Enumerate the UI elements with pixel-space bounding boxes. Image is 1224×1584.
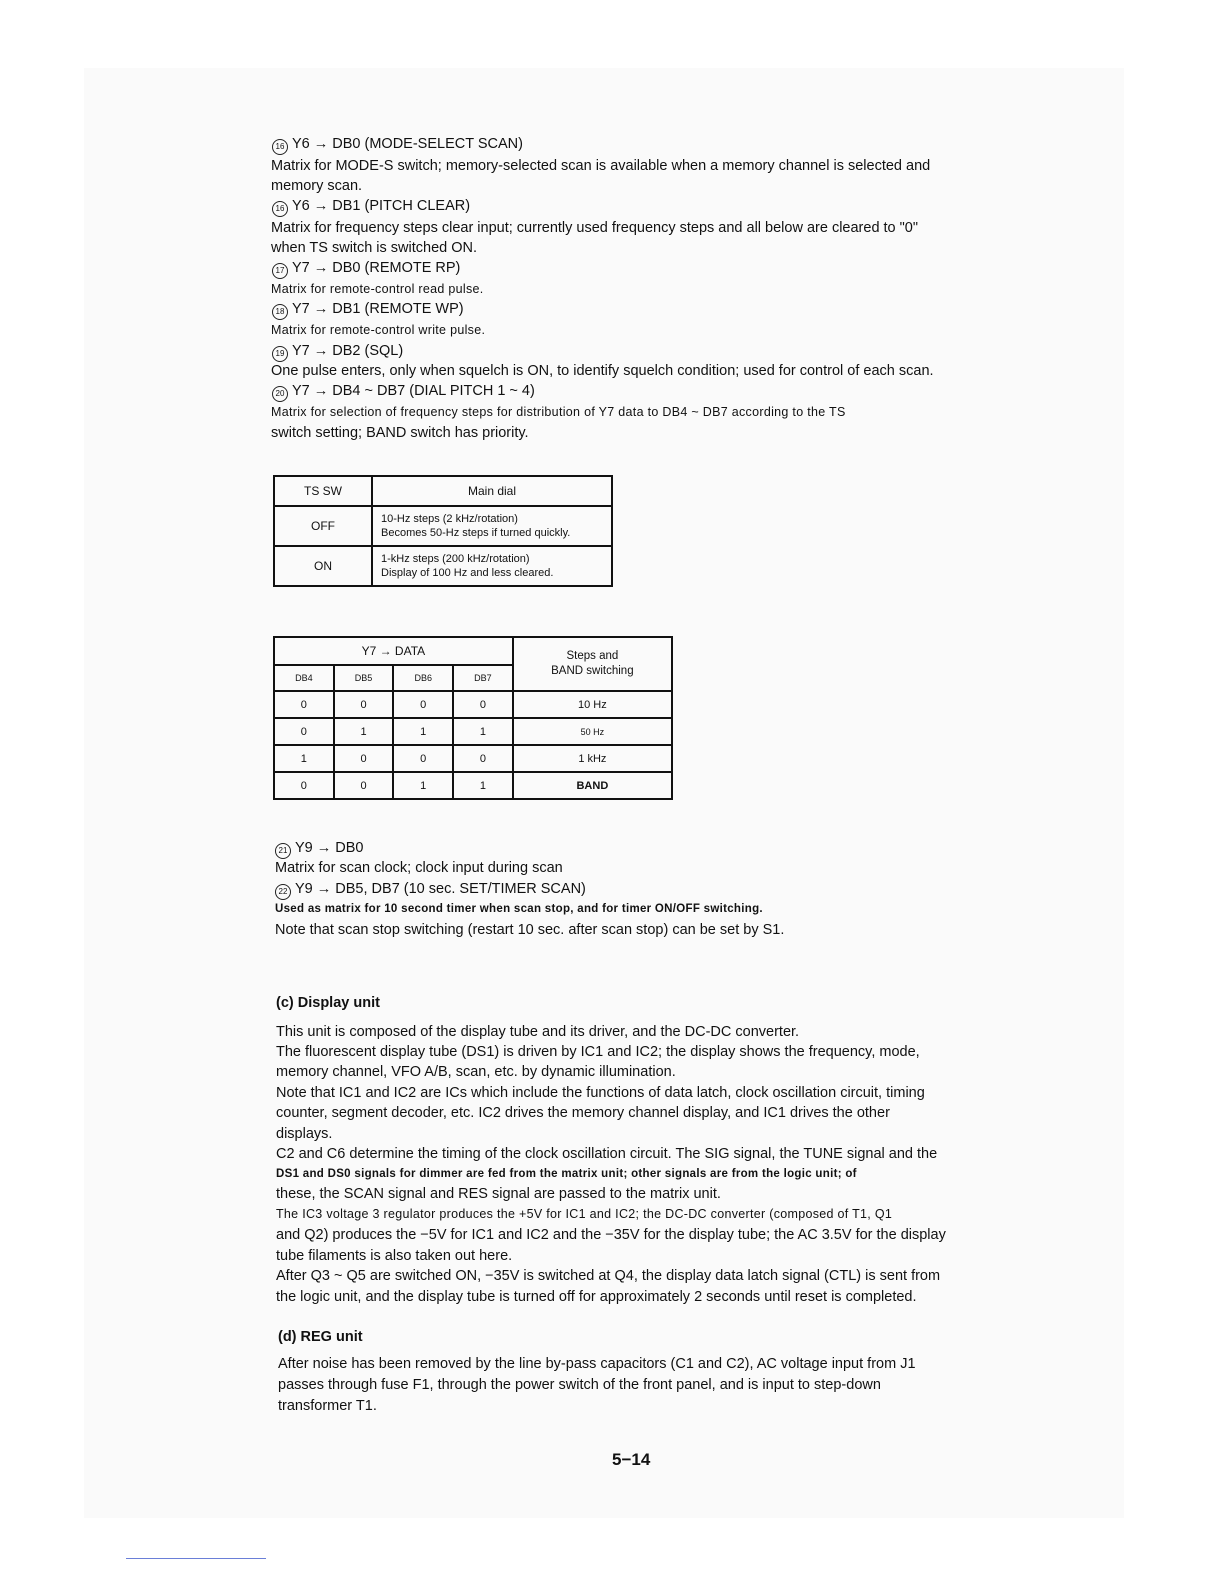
table-header: DB7 (453, 665, 513, 691)
table-row (274, 718, 672, 745)
paragraph-line: these, the SCAN signal and RES signal are passed to the matrix unit. (276, 1186, 721, 1202)
paragraph-line: After noise has been removed by the line by-pass capacitors (C1 and C2), AC voltage input from J1 (278, 1356, 916, 1372)
item-heading-y7-db2: 19 Y7 → DB2 (SQL) (272, 341, 403, 362)
table-cell: 50 Hz (513, 718, 672, 745)
paragraph-line: The IC3 voltage 3 regulator produces the +5V for IC1 and IC2; the DC-DC converter (composed of T1, Q1 (276, 1207, 893, 1221)
section-heading-display-unit: (c) Display unit (276, 995, 380, 1011)
table-cell: 0 (393, 745, 453, 772)
paragraph-line: DS1 and DS0 signals for dimmer are fed from the matrix unit; other signals are from the logic unit; of (276, 1168, 857, 1180)
ts-switch-table (273, 475, 613, 587)
item-heading-y9-db5-db7: 22 Y9 → DB5, DB7 (10 sec. SET/TIMER SCAN) (275, 879, 586, 900)
paragraph-line: Note that IC1 and IC2 are ICs which include the functions of data latch, clock oscillation circuit, timing (276, 1085, 925, 1101)
paragraph-line: transformer T1. (278, 1398, 377, 1414)
table-cell: OFF (274, 506, 372, 546)
paragraph-line: the logic unit, and the display tube is turned off for approximately 2 seconds until reset is completed. (276, 1289, 917, 1305)
paragraph-line: and Q2) produces the −5V for IC1 and IC2 and the −35V for the display tube; the AC 3.5V for the display (276, 1227, 946, 1243)
table-cell: 1 (393, 718, 453, 745)
table-cell: 0 (453, 691, 513, 718)
table-cell: 0 (393, 691, 453, 718)
paragraph-line: This unit is composed of the display tube and its driver, and the DC-DC converter. (276, 1024, 800, 1040)
table-cell: 1 (334, 718, 394, 745)
table-header: TS SW (274, 476, 372, 506)
table-header: Steps and BAND switching (513, 637, 672, 691)
page-number: 5−14 (612, 1450, 651, 1469)
paragraph-line: counter, segment decoder, etc. IC2 drives the memory channel display, and IC1 drives the other (276, 1105, 890, 1121)
table-cell: 1 (453, 772, 513, 799)
y7-data-table (273, 636, 673, 800)
table-header: DB6 (393, 665, 453, 691)
paragraph-line: displays. (276, 1126, 333, 1142)
table-cell: ON (274, 546, 372, 586)
table-row (274, 772, 672, 799)
item-text: Matrix for remote-control write pulse. (271, 323, 486, 337)
table-cell: 0 (334, 745, 394, 772)
table-cell: 0 (274, 772, 334, 799)
table-cell: 1 (274, 745, 334, 772)
item-text: Note that scan stop switching (restart 10 sec. after scan stop) can be set by S1. (275, 922, 785, 938)
table-row (274, 546, 612, 586)
item-text: Matrix for frequency steps clear input; currently used frequency steps and all below are cleared to "0" (271, 220, 919, 236)
table-cell: 10-Hz steps (2 kHz/rotation) Becomes 50-Hz steps if turned quickly. (372, 506, 612, 546)
table-cell: 10 Hz (513, 691, 672, 718)
table-row (274, 691, 672, 718)
item-heading-y9-db0: 21 Y9 → DB0 (275, 838, 364, 859)
item-text: memory scan. (271, 178, 363, 194)
item-text: when TS switch is switched ON. (271, 240, 478, 256)
table-header: DB5 (334, 665, 394, 691)
table-header: Main dial (372, 476, 612, 506)
item-heading-y6-db1: 16 Y6 → DB1 (PITCH CLEAR) (272, 196, 470, 217)
table-cell: 1 (393, 772, 453, 799)
table-cell: 0 (274, 691, 334, 718)
table-header: DB4 (274, 665, 334, 691)
item-heading-y6-db0: 16 Y6 → DB0 (MODE-SELECT SCAN) (272, 134, 523, 155)
table-cell: 1 kHz (513, 745, 672, 772)
paragraph-line: After Q3 ~ Q5 are switched ON, −35V is switched at Q4, the display data latch signal (CTL) is sent from (276, 1268, 941, 1284)
table-cell: 0 (334, 691, 394, 718)
item-text: One pulse enters, only when squelch is ON, to identify squelch condition; used for control of each scan. (271, 363, 934, 379)
table-cell: 0 (453, 745, 513, 772)
paragraph-line: memory channel, VFO A/B, scan, etc. by dynamic illumination. (276, 1064, 676, 1080)
section-heading-reg-unit: (d) REG unit (278, 1329, 363, 1345)
table-cell: BAND (513, 772, 672, 799)
table-header: Y7 → DATA (274, 637, 513, 665)
item-text: Matrix for remote-control read pulse. (271, 282, 484, 296)
table-row (274, 745, 672, 772)
table-row (274, 506, 612, 546)
table-cell: 1 (453, 718, 513, 745)
item-text: Used as matrix for 10 second timer when scan stop, and for timer ON/OFF switching. (275, 903, 763, 915)
item-text: switch setting; BAND switch has priority. (271, 425, 529, 441)
footer-divider (126, 1558, 266, 1559)
table-cell: 0 (274, 718, 334, 745)
item-text: Matrix for selection of frequency steps for distribution of Y7 data to DB4 ~ DB7 according to the TS (271, 405, 846, 419)
table-cell: 1-kHz steps (200 kHz/rotation) Display of 100 Hz and less cleared. (372, 546, 612, 586)
item-heading-y7-db1: 18 Y7 → DB1 (REMOTE WP) (272, 299, 464, 320)
item-heading-y7-db0: 17 Y7 → DB0 (REMOTE RP) (272, 258, 460, 279)
paragraph-line: C2 and C6 determine the timing of the clock oscillation circuit. The SIG signal, the TUNE signal and the (276, 1146, 938, 1162)
item-text: Matrix for scan clock; clock input during scan (275, 860, 563, 876)
paragraph-line: The fluorescent display tube (DS1) is driven by IC1 and IC2; the display shows the frequency, mode, (276, 1044, 920, 1060)
paragraph-line: passes through fuse F1, through the power switch of the front panel, and is input to step-down (278, 1377, 881, 1393)
table-cell: 0 (334, 772, 394, 799)
paragraph-line: tube filaments is also taken out here. (276, 1248, 513, 1264)
item-text: Matrix for MODE-S switch; memory-selected scan is available when a memory channel is selected and (271, 158, 931, 174)
item-heading-y7-db4-db7: 20 Y7 → DB4 ~ DB7 (DIAL PITCH 1 ~ 4) (272, 381, 535, 402)
